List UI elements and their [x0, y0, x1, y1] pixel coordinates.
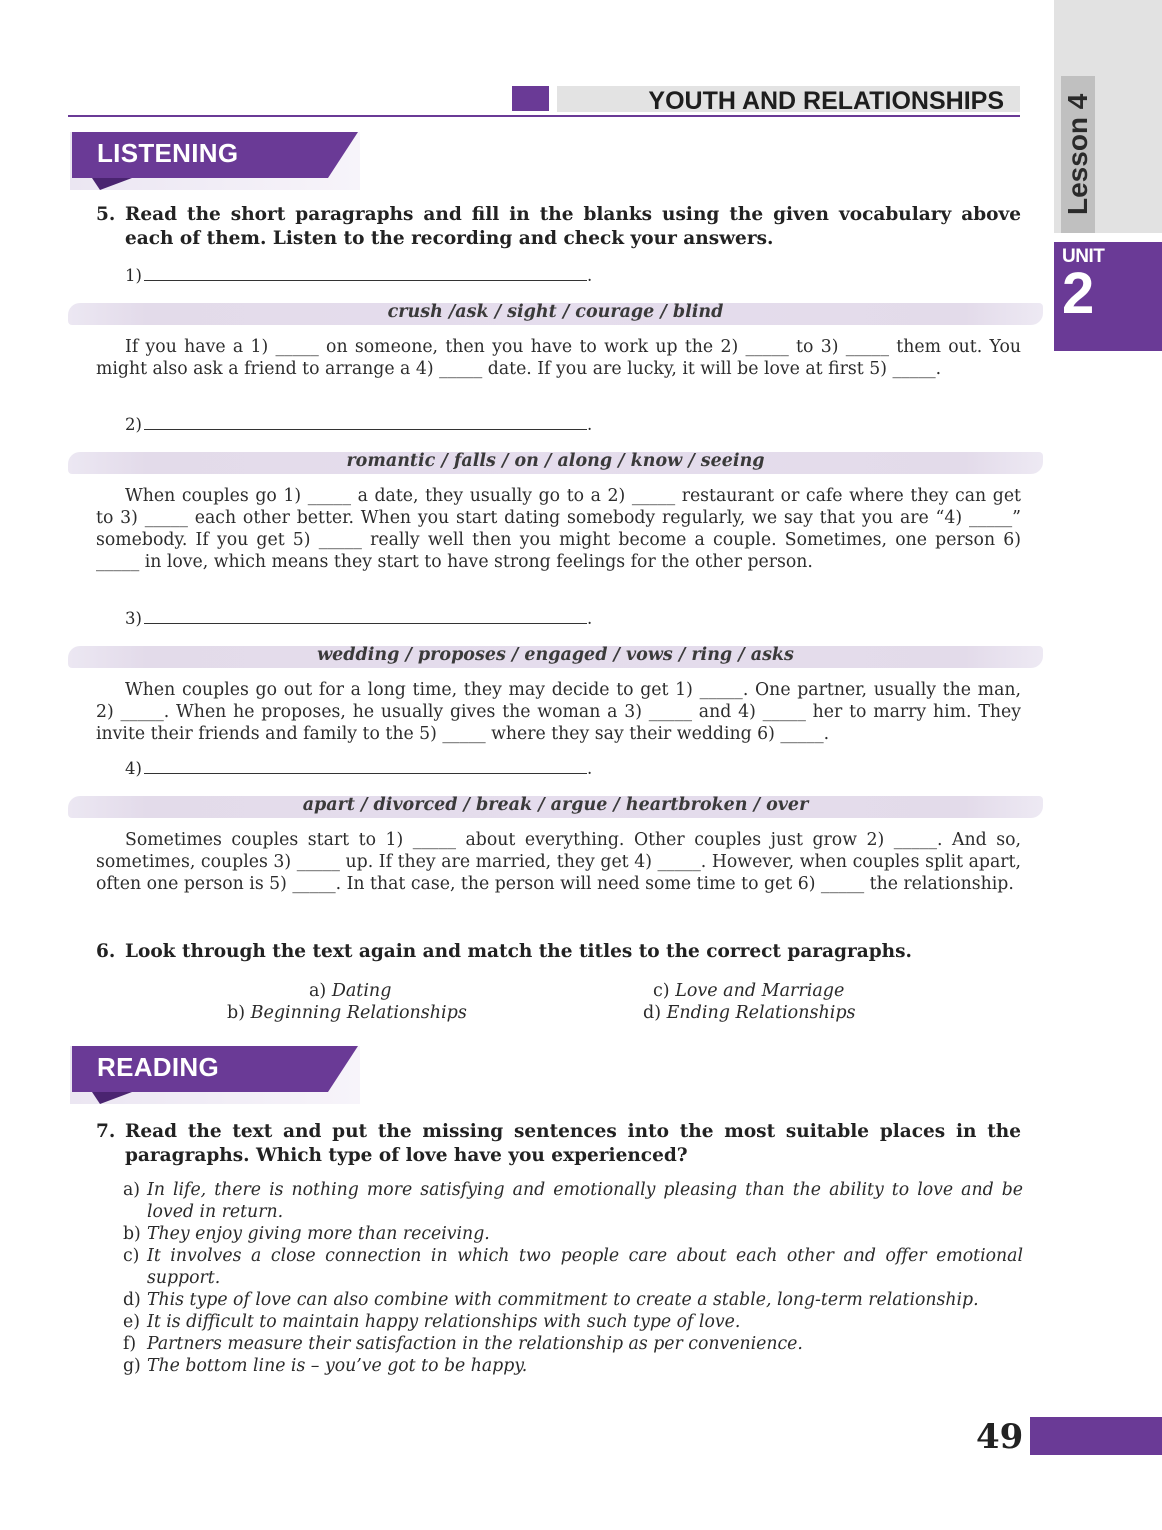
option-text: In life, there is nothing more satisfying and emotionally pleasing than the ability to love and be loved in return. — [147, 1180, 1023, 1222]
vocab-list: apart / divorced / break / argue / heartbroken / over — [302, 795, 809, 815]
page-title: YOUTH AND RELATIONSHIPS — [648, 87, 1004, 115]
option-letter: b) — [227, 1003, 246, 1023]
option-title: Love and Marriage — [675, 981, 845, 1001]
task-text: Look through the text again and match the titles to the correct paragraphs. — [125, 941, 912, 962]
option-e — [123, 1311, 1023, 1333]
header-square — [512, 86, 549, 111]
option-a — [123, 1179, 1023, 1223]
paragraph-text: When couples go out for a long time, they may decide to get 1) _____. One partner, usually the man, 2) _____. When he proposes, he usually gives the woman a 3) _____ and 4) _____ her to marry him. They invite their friends and family to the 5) _____ where they say their wedding 6) _____. — [96, 680, 1021, 744]
option-letter: d) — [643, 1003, 662, 1023]
option-text: It involves a close connection in which two people care about each other and offer emotional support. — [147, 1246, 1023, 1288]
paragraph-4 — [96, 829, 1021, 895]
option-letter: a) — [123, 1180, 141, 1200]
task-number: 6. — [96, 941, 116, 962]
listening-banner — [70, 132, 360, 190]
option-g — [123, 1355, 1023, 1377]
task-5 — [96, 203, 1021, 251]
task-7 — [96, 1120, 1021, 1168]
paragraph-1 — [96, 336, 1021, 380]
match-title-b — [227, 1003, 467, 1023]
option-title: Ending Relationships — [666, 1003, 856, 1023]
vocab-band-1 — [68, 300, 1043, 328]
answer-label: 4) — [125, 759, 142, 778]
vocab-list: wedding / proposes / engaged / vows / ring / asks — [317, 645, 794, 665]
option-text: The bottom line is – you’ve got to be happy. — [147, 1356, 528, 1376]
vocab-list: romantic / falls / on / along / know / seeing — [346, 451, 765, 471]
option-title: Beginning Relationships — [250, 1003, 467, 1023]
option-b — [123, 1223, 1023, 1245]
option-letter: c) — [123, 1246, 140, 1266]
task-number: 7. — [96, 1121, 116, 1142]
unit-number: 2 — [1062, 261, 1095, 326]
option-d — [123, 1289, 1023, 1311]
section-title-listening: LISTENING — [97, 138, 239, 168]
match-title-c — [653, 981, 844, 1001]
option-text: They enjoy giving more than receiving. — [147, 1224, 490, 1244]
answer-label: 2) — [125, 415, 142, 434]
page-number-bar — [1030, 1417, 1162, 1455]
page-number: 49 — [976, 1417, 1024, 1457]
match-title-d — [643, 1003, 856, 1023]
option-title: Dating — [331, 981, 392, 1001]
option-text: Partners measure their satisfaction in the relationship as per convenience. — [147, 1334, 803, 1354]
blank-line — [144, 607, 587, 624]
answer-line-2[interactable]: 2) . — [125, 415, 593, 434]
option-letter: g) — [123, 1356, 141, 1376]
task-text: Read the text and put the missing sentences into the most suitable places in the paragraphs. Which type of love have you experienced? — [125, 1121, 1021, 1166]
reading-banner — [70, 1046, 360, 1104]
answer-label: 1) — [125, 266, 142, 285]
option-letter: b) — [123, 1224, 141, 1244]
vocab-band-4 — [68, 793, 1043, 821]
answer-line-1[interactable]: 1) . — [125, 266, 593, 285]
paragraph-2 — [96, 485, 1021, 573]
blank-line — [144, 413, 587, 430]
blank-line — [144, 264, 587, 281]
unit-label: UNIT — [1062, 246, 1105, 267]
option-letter: d) — [123, 1290, 141, 1310]
answer-line-4[interactable]: 4) . — [125, 759, 593, 778]
option-letter: e) — [123, 1312, 140, 1332]
section-title-reading: READING — [97, 1052, 219, 1082]
option-letter: c) — [653, 981, 670, 1001]
answer-line-3[interactable]: 3) . — [125, 609, 593, 628]
lesson-label: Lesson 4 — [1062, 93, 1093, 216]
answer-label: 3) — [125, 609, 142, 628]
match-title-a — [309, 981, 391, 1001]
option-c — [123, 1245, 1023, 1289]
option-text: This type of love can also combine with commitment to create a stable, long-term relationship. — [147, 1290, 979, 1310]
paragraph-text: When couples go 1) _____ a date, they usually go to a 2) _____ restaurant or cafe where they can get to 3) _____ each other better. When you start dating somebody regularly, we say that you are “4) _____” somebody. If you get 5) _____ really well then you might become a couple. Sometimes, one person 6) _____ in love, which means they start to have strong feelings for the other person. — [96, 486, 1021, 572]
blank-line — [144, 757, 587, 774]
option-letter: a) — [309, 981, 327, 1001]
vocab-band-2 — [68, 449, 1043, 477]
option-f — [123, 1333, 1023, 1355]
vocab-band-3 — [68, 643, 1043, 671]
vocab-list: crush /ask / sight / courage / blind — [387, 302, 724, 322]
task-text: Read the short paragraphs and fill in the blanks using the given vocabulary above each of them. Listen to the recording and check your answers. — [125, 204, 1021, 249]
option-letter: f) — [123, 1334, 137, 1354]
paragraph-text: If you have a 1) _____ on someone, then you have to work up the 2) _____ to 3) _____ them out. You might also ask a friend to arrange a 4) _____ date. If you are lucky, it will be love at first 5) _____. — [96, 337, 1021, 379]
task-number: 5. — [96, 204, 116, 225]
option-text: It is difficult to maintain happy relationships with such type of love. — [147, 1312, 741, 1332]
header-divider — [68, 115, 1020, 117]
paragraph-3 — [96, 679, 1021, 745]
task-6 — [96, 940, 1021, 964]
paragraph-text: Sometimes couples start to 1) _____ about everything. Other couples just grow 2) _____. And so, sometimes, couples 3) _____ up. If they are married, they get 4) _____. However, when couples split apart, often one person is 5) _____. In that case, the person will need some time to get 6) _____ the relationship. — [96, 830, 1021, 894]
